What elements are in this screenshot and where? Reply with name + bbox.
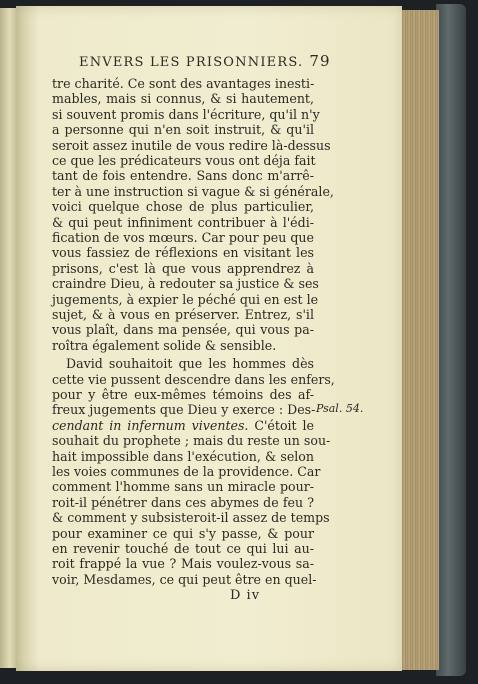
text-line: voir, Mesdames, ce qui peut être en quel-: [52, 571, 317, 587]
page-fore-edge: [400, 10, 439, 670]
text-line: David souhaitoit que les hommes dès: [66, 356, 314, 372]
text-line: roit-il pénétrer dans ces abymes de feu ?: [52, 494, 314, 510]
text-line: ce que les prédicateurs vous ont déja fait: [52, 153, 316, 168]
text-line: voici quelque chose de plus particulier,: [52, 199, 314, 215]
margin-note: Psal. 54.: [316, 402, 364, 416]
text-line: prisons, c'est là que vous apprendrez à: [52, 260, 314, 276]
text-line: hait impossible dans l'exécution, & selon: [52, 448, 314, 464]
text-line: cendant in infernum viventes. C'étoit le: [52, 417, 314, 433]
left-page-edge: [0, 8, 17, 668]
text-line: si souvent promis dans l'écriture, qu'il n'y: [52, 106, 320, 122]
text-line: cette vie pussent descendre dans les enfers,: [52, 371, 335, 387]
text-line: roîtra également solide & sensible.: [52, 337, 277, 353]
text-line: tant de fois entendre. Sans donc m'arrê-: [52, 168, 314, 184]
text-line: pour examiner ce qui s'y passe, & pour: [52, 525, 314, 541]
text-line: craindre Dieu, à redouter sa justice & ses: [52, 276, 319, 292]
text-line: freux jugements que Dieu y exerce : Des-: [52, 402, 316, 418]
text-line: pour y être eux-mêmes témoins des af-: [52, 387, 314, 402]
book-cover: [436, 4, 466, 676]
text-line: mables, mais si connus, & si hautement,: [52, 91, 314, 107]
text-line: & qui peut infiniment contribuer à l'édi-: [52, 214, 314, 230]
running-header: [79, 52, 331, 70]
text-line: vous fassiez de réflexions en visitant les: [52, 245, 314, 261]
latin-quotation: cendant in infernum viventes.: [52, 417, 249, 433]
text-line: seroit assez inutile de vous redire là-dessus: [52, 137, 331, 153]
text-line: roit frappé la vue ? Mais voulez-vous sa-: [52, 556, 314, 572]
text-line: comment l'homme sans un miracle pour-: [52, 479, 314, 495]
text-line: souhait du prophete ; mais du reste un sou-: [52, 433, 331, 449]
text-line: fication de vos mœurs. Car pour peu que: [52, 230, 314, 245]
text-line: en revenir touché de tout ce qui lui au-: [52, 541, 314, 556]
text-line: les voies communes de la providence. Car: [52, 464, 321, 479]
header-title: ENVERS LES PRISONNIERS.: [79, 55, 304, 70]
text-line: jugements, à expier le péché qui en est le: [52, 291, 319, 307]
text-line: & comment y subsisteroit-il assez de temps: [52, 510, 330, 526]
text-line: sujet, & à vous en préserver. Entrez, s'il: [52, 307, 314, 322]
text-line: ter à une instruction si vague & si générale,: [52, 183, 334, 199]
signature-mark: D iv: [230, 588, 261, 604]
text-line: tre charité. Ce sont des avantages inesti-: [52, 76, 315, 91]
text-line: vous plaît, dans ma pensée, qui vous pa-: [52, 322, 314, 338]
page-number: 79: [309, 52, 331, 70]
text-line: a personne qui n'en soit instruit, & qu'il: [52, 122, 314, 138]
